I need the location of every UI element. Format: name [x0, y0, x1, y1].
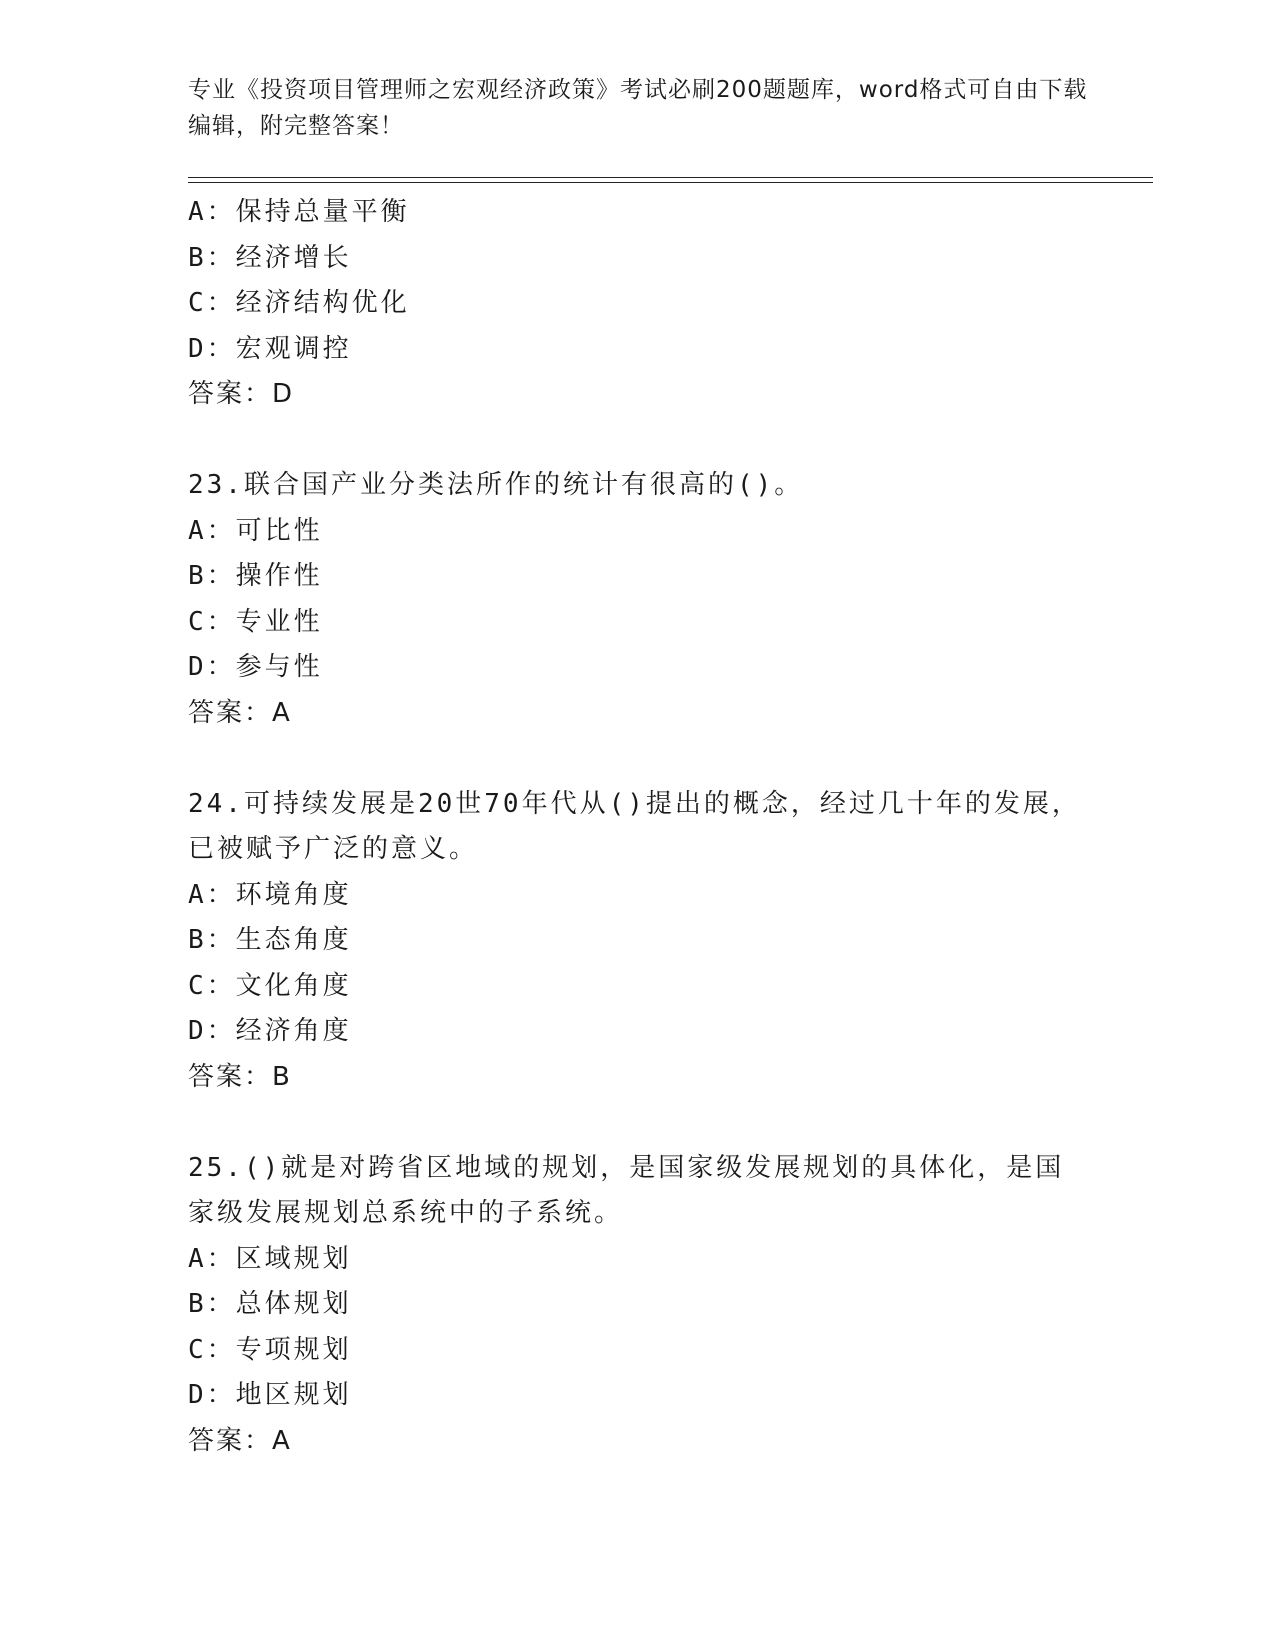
question-text: 24.可持续发展是20世70年代从()提出的概念，经过几十年的发展，已被赋予广泛的意义。 [188, 788, 1081, 864]
question-block-22 [188, 190, 1148, 418]
answer: 答案：B [188, 1061, 292, 1092]
option-b: B：经济增长 [188, 242, 352, 273]
option-d: D：参与性 [188, 652, 323, 682]
spacer [188, 418, 1148, 464]
option-d: D：地区规划 [188, 1380, 352, 1410]
option-c: C：专项规划 [188, 1334, 352, 1365]
answer: 答案：D [188, 379, 295, 409]
header-rule-bottom [188, 182, 1153, 183]
question-block-25 [188, 1146, 1148, 1465]
spacer [188, 736, 1148, 782]
option-b: B：操作性 [188, 561, 323, 591]
option-c: C：文化角度 [188, 970, 352, 1001]
document-header: 专业《投资项目管理师之宏观经济政策》考试必刷200题题库，word格式可自由下载编辑，附完整答案！ [188, 77, 1088, 139]
question-text: 25.()就是对跨省区地域的规划，是国家级发展规划的具体化，是国家级发展规划总系统中的子系统。 [188, 1152, 1065, 1228]
header-rule-top [188, 177, 1153, 178]
option-a: A：区域规划 [188, 1243, 352, 1274]
option-d: D：经济角度 [188, 1016, 352, 1046]
option-b: B：生态角度 [188, 925, 352, 955]
question-list [188, 190, 1148, 1464]
answer: 答案：A [188, 697, 292, 728]
spacer [188, 1100, 1148, 1146]
option-b: B：总体规划 [188, 1289, 352, 1319]
option-d: D：宏观调控 [188, 333, 352, 364]
option-a: A：保持总量平衡 [188, 197, 410, 227]
option-a: A：环境角度 [188, 879, 352, 910]
question-block-24 [188, 782, 1148, 1101]
question-text: 23.联合国产业分类法所作的统计有很高的()。 [188, 470, 804, 500]
question-block-23 [188, 463, 1148, 736]
answer: 答案：A [188, 1425, 292, 1456]
option-c: C：专业性 [188, 606, 323, 637]
option-a: A：可比性 [188, 515, 323, 546]
option-c: C：经济结构优化 [188, 288, 410, 318]
